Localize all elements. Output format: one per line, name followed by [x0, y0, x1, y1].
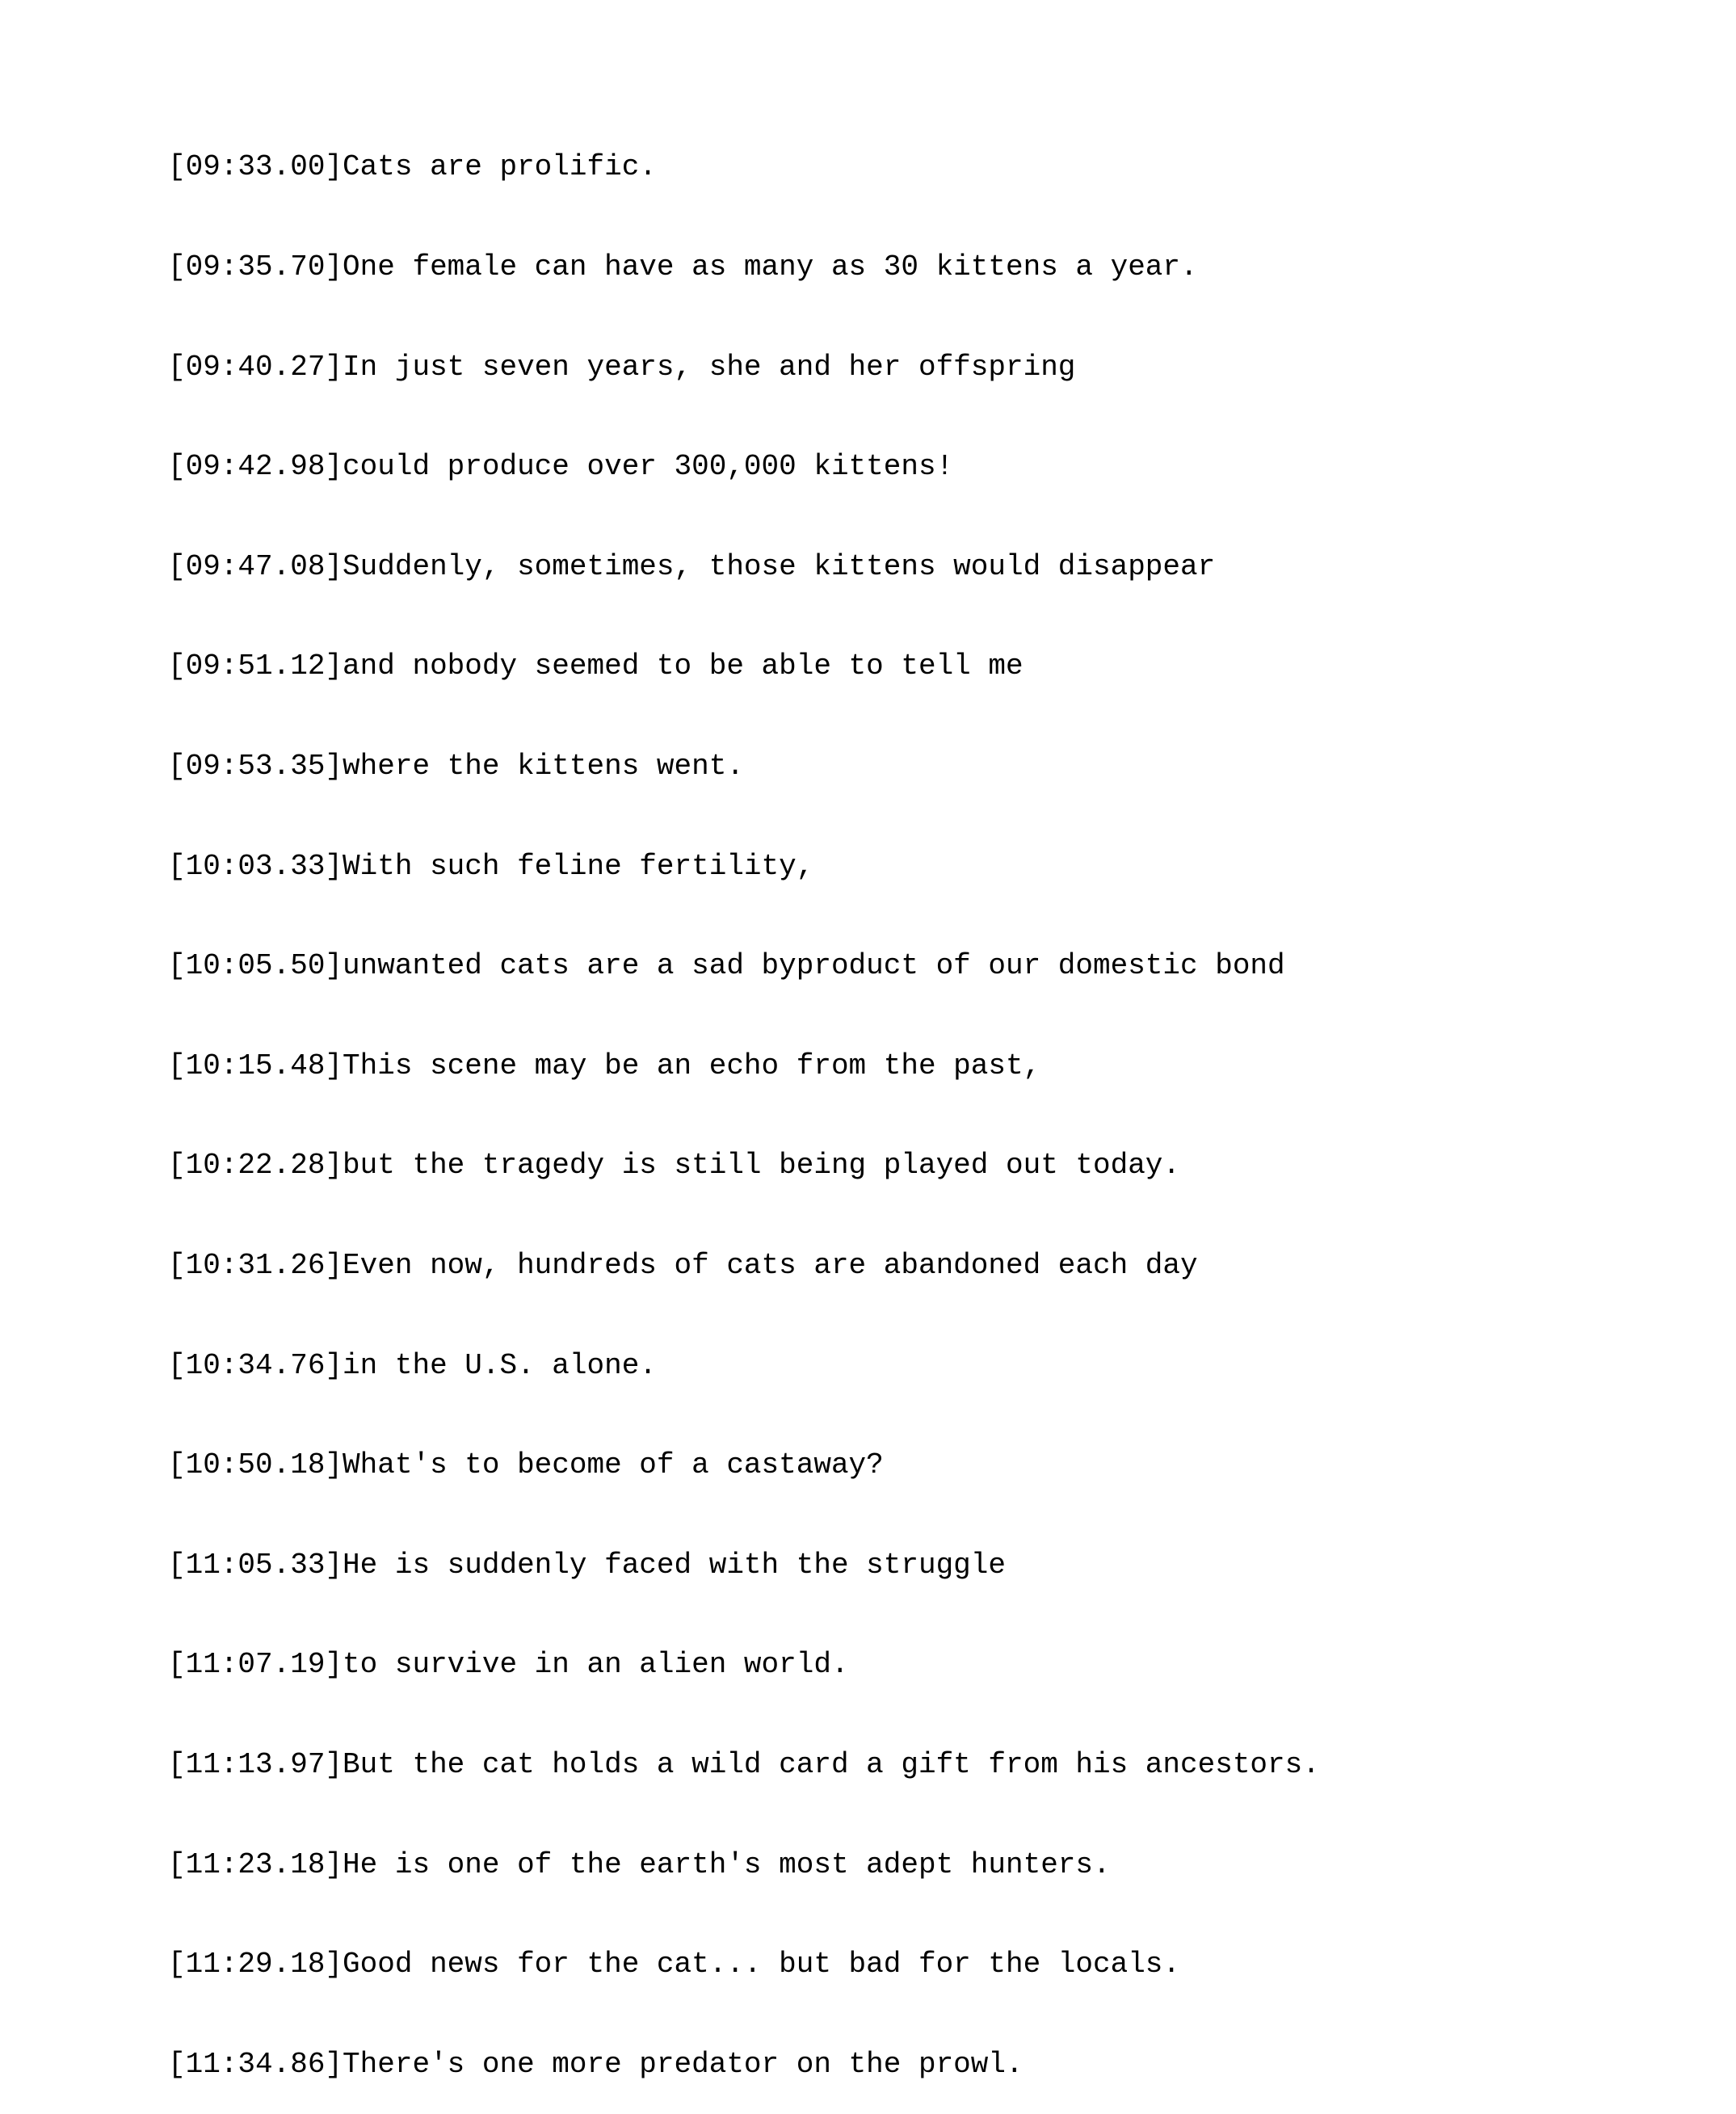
subtitle-line	[168, 1848, 1320, 1881]
subtitle-line	[168, 1748, 1320, 1781]
timestamp: [11:07.19]	[168, 1648, 343, 1682]
timestamp: [10:31.26]	[168, 1248, 343, 1282]
subtitle-line	[168, 1948, 1320, 1981]
subtitle-line	[168, 1149, 1320, 1182]
subtitle-text: but the tragedy is still being played out today.	[343, 1149, 1181, 1183]
timestamp: [11:34.86]	[168, 2047, 343, 2081]
subtitle-text: to survive in an alien world.	[343, 1648, 849, 1682]
subtitle-text: He is suddenly faced with the struggle	[343, 1548, 1006, 1582]
subtitle-line	[168, 750, 1320, 783]
subtitle-line	[168, 1549, 1320, 1582]
timestamp: [11:23.18]	[168, 1847, 343, 1881]
subtitle-text: In just seven years, she and her offspring	[343, 350, 1076, 384]
subtitle-text: and nobody seemed to be able to tell me	[343, 649, 1024, 683]
subtitle-line	[168, 150, 1320, 183]
subtitle-text: Suddenly, sometimes, those kittens would disappear	[343, 549, 1216, 583]
subtitle-line	[168, 550, 1320, 583]
subtitle-line	[168, 1448, 1320, 1481]
subtitle-text: in the U.S. alone.	[343, 1348, 657, 1382]
timestamp: [10:03.33]	[168, 849, 343, 883]
subtitle-text: This scene may be an echo from the past,	[343, 1049, 1041, 1082]
timestamp: [09:40.27]	[168, 350, 343, 384]
subtitle-text: With such feline fertility,	[343, 849, 814, 883]
subtitle-text: He is one of the earth's most adept hunters.	[343, 1847, 1111, 1881]
subtitle-line	[168, 649, 1320, 683]
timestamp: [09:53.35]	[168, 749, 343, 783]
timestamp: [10:15.48]	[168, 1049, 343, 1082]
subtitle-text: What's to become of a castaway?	[343, 1448, 884, 1482]
timestamp: [11:13.97]	[168, 1747, 343, 1781]
subtitle-lines	[168, 84, 1320, 2114]
subtitle-text: could produce over 300,000 kittens!	[343, 450, 954, 484]
subtitle-line	[168, 1049, 1320, 1082]
subtitle-text: Even now, hundreds of cats are abandoned each day	[343, 1248, 1198, 1282]
subtitle-line	[168, 949, 1320, 982]
timestamp: [11:05.33]	[168, 1548, 343, 1582]
subtitle-text: Cats are prolific.	[343, 150, 657, 184]
subtitle-line	[168, 2048, 1320, 2081]
timestamp: [09:47.08]	[168, 549, 343, 583]
subtitle-line	[168, 850, 1320, 883]
subtitle-text: There's one more predator on the prowl.	[343, 2047, 1024, 2081]
subtitle-text: But the cat holds a wild card a gift from his ancestors.	[343, 1747, 1320, 1781]
subtitle-line	[168, 1648, 1320, 1681]
subtitle-text: One female can have as many as 30 kittens a year.	[343, 250, 1198, 284]
timestamp: [09:35.70]	[168, 250, 343, 284]
timestamp: [10:05.50]	[168, 949, 343, 983]
subtitle-text: where the kittens went.	[343, 749, 744, 783]
subtitle-line	[168, 450, 1320, 483]
subtitle-text: Good news for the cat... but bad for the locals.	[343, 1948, 1181, 1982]
timestamp: [10:22.28]	[168, 1149, 343, 1183]
subtitle-line	[168, 250, 1320, 284]
subtitle-line	[168, 1349, 1320, 1382]
timestamp: [09:42.98]	[168, 450, 343, 484]
timestamp: [11:29.18]	[168, 1948, 343, 1982]
timestamp: [10:34.76]	[168, 1348, 343, 1382]
timestamp: [09:51.12]	[168, 649, 343, 683]
subtitle-text: unwanted cats are a sad byproduct of our domestic bond	[343, 949, 1285, 983]
subtitle-line	[168, 1249, 1320, 1282]
subtitle-line	[168, 351, 1320, 384]
timestamp: [10:50.18]	[168, 1448, 343, 1482]
timestamp: [09:33.00]	[168, 150, 343, 184]
